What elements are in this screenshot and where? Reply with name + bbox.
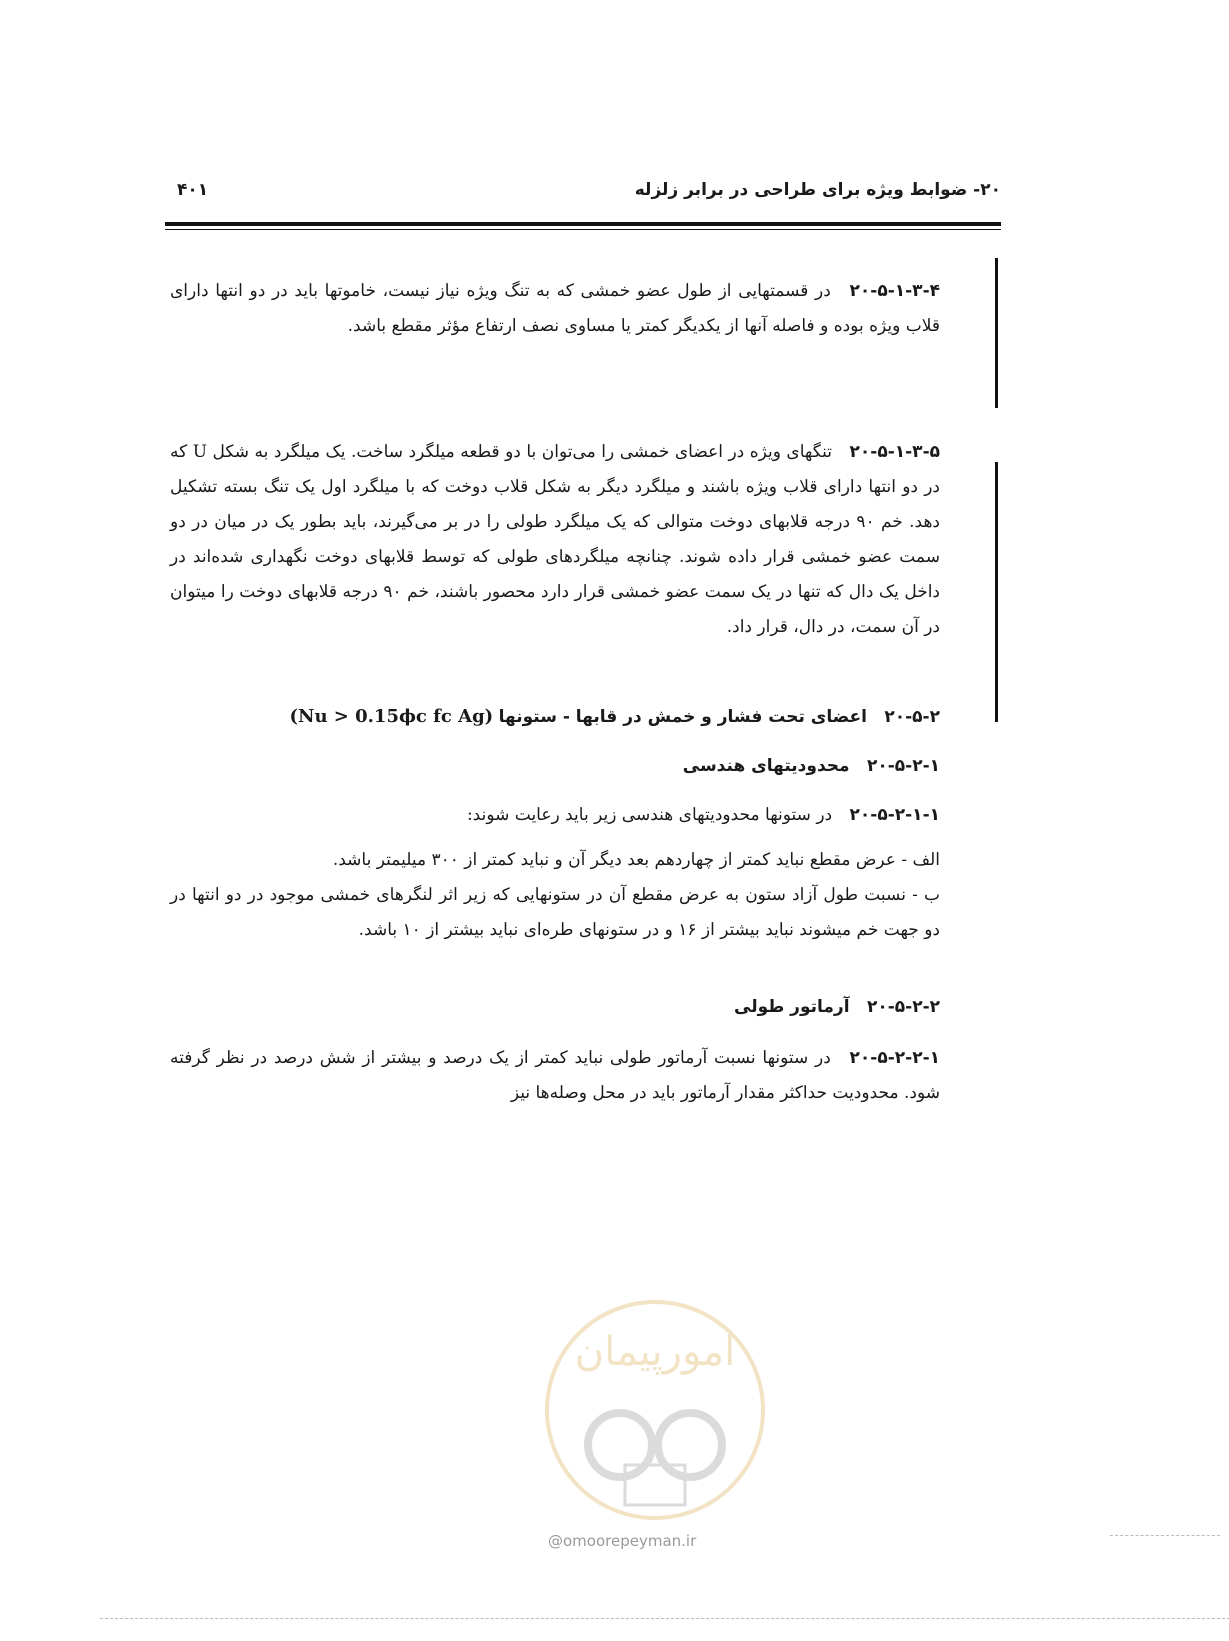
section-number: ۲۰-۵-۱-۳-۵ — [849, 442, 940, 462]
watermark-url: @omoorepeyman.ir — [548, 1532, 697, 1550]
section-title: آرماتور طولی — [734, 997, 850, 1017]
section-number: ۲۰-۵-۲-۲ — [866, 997, 940, 1017]
paragraph-text: در قسمتهایی از طول عضو خمشی که به تنگ ویژه نیاز نیست، خاموتها باید در دو انتها دارای قلاب ویژه بوده و فاصله آنها از یکدیگر کمتر یا مساوی نصف ارتفاع مؤثر مقطع باشد. — [170, 281, 940, 336]
watermark-logo — [525, 1295, 785, 1525]
paragraph-20-5-2-2-1 — [170, 1041, 940, 1111]
paragraph-text: در ستونها محدودیتهای هندسی زیر باید رعایت شوند: — [466, 805, 833, 825]
paragraph-text: تنگهای ویژه در اعضای خمشی را می‌توان با دو قطعه میلگرد ساخت. یک میلگرد به شکل U که در دو انتها دارای قلاب ویژه باشند و میلگرد دیگر به شکل قلاب دوخت که با میلگرد اول یک تنگ بسته تشکیل دهد. خم ۹۰ درجه قلابهای دوخت متوالی که یک میلگرد طولی را در بر می‌گیرند، باید بطور یک در میان در دو سمت عضو خمشی قرار داده شوند. چنانچه میلگردهای طولی که توسط قلابهای دوخت نگهداری شده‌اند در داخل یک دال که تنها در یک سمت عضو خمشی قرار دارد محصور باشند، خم ۹۰ درجه قلابهای دوخت را میتوان در آن سمت، در دال، قرار داد. — [170, 442, 940, 637]
paragraph-20-5-2-1-1 — [170, 798, 940, 833]
heading-20-5-2-2 — [170, 990, 940, 1025]
page-number: ۴۰۱ — [177, 180, 209, 200]
paragraph-20-5-1-3-4 — [170, 274, 940, 344]
section-title: اعضای تحت فشار و خمش در قابها - ستونها — [498, 707, 867, 727]
chapter-title: ۲۰- ضوابط ویژه برای طراحی در برابر زلزله — [634, 180, 1001, 200]
heading-20-5-2 — [170, 699, 940, 735]
header-rule-thick — [165, 222, 1001, 226]
list-item-a: الف - عرض مقطع نباید کمتر از چهاردهم بعد دیگر آن و نباید کمتر از ۳۰۰ میلیمتر باشد. — [332, 850, 940, 870]
watermark-logo-text: امورپیمان — [574, 1329, 736, 1375]
section-number: ۲۰-۵-۱-۳-۴ — [849, 281, 940, 301]
list-item-b: ب - نسبت طول آزاد ستون به عرض مقطع آن در ستونهایی که زیر اثر لنگرهای خمشی موجود در دو انتها در دو جهت خم میشوند نباید بیشتر از ۱۶ و در ستونهای طره‌ای نباید بیشتر از ۱۰ باشد. — [170, 885, 940, 940]
scan-artifact — [100, 1618, 1229, 1619]
header-rule-thin — [165, 229, 1001, 230]
section-title: محدودیتهای هندسی — [682, 756, 850, 776]
paragraph-20-5-1-3-5 — [170, 435, 940, 645]
scan-artifact — [1110, 1535, 1220, 1536]
change-bar — [995, 462, 998, 722]
change-bar — [995, 258, 998, 408]
section-number: ۲۰-۵-۲-۱ — [866, 756, 940, 776]
page-header — [165, 180, 1001, 216]
heading-20-5-2-1 — [170, 749, 940, 784]
section-number: ۲۰-۵-۲-۲-۱ — [849, 1048, 941, 1068]
paragraph-text: در ستونها نسبت آرماتور طولی نباید کمتر از یک درصد و بیشتر از شش درصد در نظر گرفته شود. محدودیت حداکثر مقدار آرماتور باید در محل وصله‌ها نیز — [170, 1048, 940, 1103]
page-body — [170, 274, 940, 1111]
section-number: ۲۰-۵-۲-۱-۱ — [849, 805, 940, 825]
axial-load-formula: (Nu > 0.15ϕc fc Ag) — [289, 706, 494, 727]
section-number: ۲۰-۵-۲ — [884, 707, 940, 727]
